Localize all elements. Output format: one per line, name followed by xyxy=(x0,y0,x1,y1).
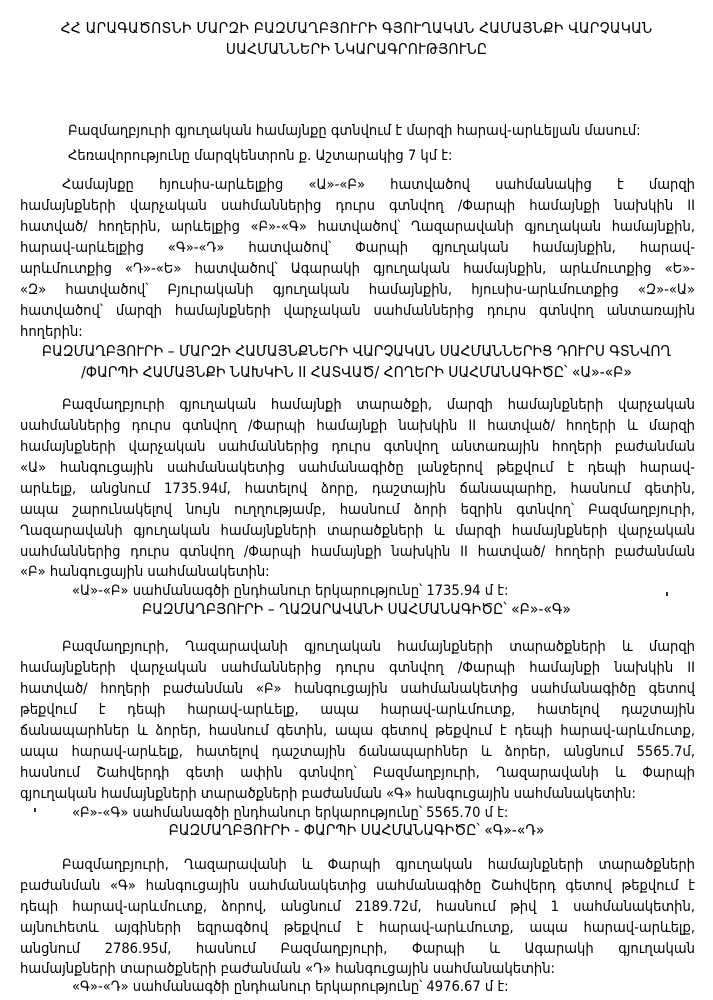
description-line: հատված/ հողերին, արևելքից «Բ»-«Գ» հատվածով՝ Ղազարավանի գյուղական համայնքին, xyxy=(20,218,695,235)
section-1-heading xyxy=(30,341,683,383)
section-3-body-line: Բազմաղբյուրի, Ղազարավանի և Փարպի գյուղական համայնքների տարածքների xyxy=(62,856,695,873)
section-1-body-line: արևելք, անցնում 1735.94մ, հատելով ձորը, դաշտային ճանապարհը, հասնում գետին, xyxy=(20,480,695,497)
section-2-length-summary: «Բ»-«Գ» սահմանագծի ընդհանուր երկարությունը՝ 5565.70 մ է: xyxy=(72,804,509,821)
section-2-body-line: հատված/ հողերի բաժանման «Բ» հանգուցային սահմանակետից սահմանագիծը գետով xyxy=(20,680,695,697)
section-1-body-line: Ղազարավանի գյուղական համայնքների տարածքների և մարզի համայնքների վարչական xyxy=(20,522,695,539)
section-1-body-line: «Ա» հանգուցային սահմանակետից սահմանագիծը լանջերով թեքվում է դեպի հարավ- xyxy=(20,459,695,476)
intro-location: Բազմաղբյուրի գյուղական համայնքը գտնվում է մարզի հարավ-արևելյան մասում: xyxy=(68,122,641,139)
section-1-body-line: համայնքների վարչական սահմաններից դուրս գտնվող անտառային հողերի բաժանման xyxy=(20,438,695,455)
section-2-body-line: ապա հարավ-արևելք, հատելով դաշտային ճանապարհներ և ձորեր, անցնում 5565.7մ, xyxy=(20,743,695,760)
section-1-length-summary: «Ա»-«Բ» սահմանագծի ընդհանուր երկարությունը՝ 1735.94 մ է: xyxy=(72,582,509,599)
section-3-body-line: բաժանման «Գ» հանգուցային սահմանակետից սահմանագիծը Շահվերդ գետով թեքվում է xyxy=(20,877,695,894)
section-2-body-line: հասնում Շահվերդի գետի ափին գտնվող՝ Բազմաղբյուրի, Ղազարավանի և Փարպի xyxy=(20,764,695,781)
section-3-body-line: այնուհետև այգիների եզրագծով թեքվում է հարավ-արևմուտք, ապա հարավ-արևելք, xyxy=(20,919,695,936)
description-line: Համայնքը հյուսիս-արևելքից «Ա»-«Բ» հատվածով սահմանակից է մարզի xyxy=(62,176,695,193)
description-line: արևմուտքից «Դ»-«Ե» հատվածով՝ Ագարակի գյուղական համայնքին, արևմուտքից «Ե»- xyxy=(20,260,695,277)
description-line: համայնքների վարչական սահմաններից դուրս գտնվող /Փարպի համայնքի նախկին II xyxy=(20,197,695,214)
description-line: հողերին: xyxy=(20,323,83,340)
description-line: հատվածով՝ մարզի համայնքների վարչական սահմաններից դուրս գտնվող անտառային xyxy=(20,302,695,319)
section-3-body-line: համայնքների տարածքների բաժանման «Դ» հանգուցային սահմանակետին: xyxy=(20,960,555,977)
section-1-body-line: Բազմաղբյուրի գյուղական համայնքի տարածքի, մարզի համայնքների վարչական xyxy=(62,396,695,413)
section-2-body-line: գյուղական համայնքների տարածքների բաժանման «Գ» հանգուցային սահմանակետին: xyxy=(20,785,636,802)
heading-line: ԲԱԶՄԱՂԲՅՈՒՐԻ – ՂԱԶԱՐԱՎԱՆԻ ՍԱՀՄԱՆԱԳԻԾԸ՝ «Բ»-«Գ» xyxy=(142,600,571,618)
description-line: հարավ-արևելքից «Գ»-«Դ» հատվածով՝ Փարպի գյուղական համայնքին, հարավ- xyxy=(20,239,695,256)
heading-line: ԲԱԶՄԱՂԲՅՈՒՐԻ - ՓԱՐՊԻ ՍԱՀՄԱՆԱԳԻԾԸ՝ «Գ»-«Դ» xyxy=(168,821,545,839)
section-1-body-line: ապա շարունակելով նույն ուղղությամբ, հասնում ձորի եզրին գտնվող՝ Բազմաղբյուրի, xyxy=(20,501,695,518)
section-3-body-line: անցնում 2786.95մ, հասնում Բազմաղբյուրի, Փարպի և Ագարակի գյուղական xyxy=(20,940,695,957)
scan-artifact xyxy=(34,808,36,812)
document-title xyxy=(40,18,673,60)
title-line-2: ՍԱՀՄԱՆՆԵՐԻ ՆԿԱՐԱԳՐՈՒԹՅՈՒՆԸ xyxy=(225,40,488,58)
section-2-heading xyxy=(30,599,683,620)
section-3-length-summary: «Գ»-«Դ» սահմանագծի ընդհանուր երկարությունը՝ 4976.67 մ է: xyxy=(72,978,509,995)
section-1-body-line: սահմաններից դուրս գտնվող /Փարպի համայնքի նախկին II հատված/ հողերի բաժանման xyxy=(20,543,695,560)
section-1-body-line: «Բ» հանգուցային սահմանակետին: xyxy=(20,563,270,580)
scan-artifact xyxy=(666,592,668,596)
title-line-1: ՀՀ ԱՐԱԳԱԾՈՏՆԻ ՄԱՐԶԻ ԲԱԶՄԱՂԲՅՈՒՐԻ ԳՅՈՒՂԱԿԱՆ ՀԱՄԱՅՆՔԻ ՎԱՐՉԱԿԱՆ xyxy=(60,19,653,37)
section-2-body-line: թեքվում է դեպի հարավ-արևելք, ապա հարավ-արևմուտք, հատելով դաշտային xyxy=(20,701,695,718)
section-2-body-line: ճանապարհներ և ձորեր, հասնում գետին, ապա գետով թեքվում է դեպի հարավ-արևմուտք, xyxy=(20,722,695,739)
section-1-body-line: սահմաններից դուրս գտնվող /Փարպի համայնքի նախկին II հատված/ հողերի և մարզի xyxy=(20,417,695,434)
section-3-body-line: դեպի հարավ-արևմուտք, ձորով, անցնում 2189.72մ, հասնում թիվ 1 սահմանակետին, xyxy=(20,898,695,915)
section-3-heading xyxy=(30,820,683,841)
intro-distance: Հեռավորությունը մարզկենտրոն ք. Աշտարակից 7 կմ է: xyxy=(68,147,453,164)
section-2-body-line: համայնքների վարչական սահմաններից դուրս գտնվող /Փարպի համայնքի նախկին II xyxy=(20,659,695,676)
section-2-body-line: Բազմաղբյուրի, Ղազարավանի գյուղական համայնքների տարածքների և մարզի xyxy=(62,638,695,655)
heading-line: ԲԱԶՄԱՂԲՅՈՒՐԻ – ՄԱՐԶԻ ՀԱՄԱՅՆՔՆԵՐԻ ՎԱՐՉԱԿԱՆ ՍԱՀՄԱՆՆԵՐԻՑ ԴՈՒՐՍ ԳՏՆՎՈՂ xyxy=(41,342,672,360)
description-line: «Զ» հատվածով՝ Բյուրականի գյուղական համայնքին, հյուսիս-արևմուտքից «Զ»-«Ա» xyxy=(20,281,695,298)
heading-line: /ՓԱՐՊԻ ՀԱՄԱՅՆՔԻ ՆԱԽԿԻՆ II ՀԱՏՎԱԾ/ ՀՈՂԵՐԻ ՍԱՀՄԱՆԱԳԻԾԸ՝ «Ա»-«Բ» xyxy=(81,363,632,381)
